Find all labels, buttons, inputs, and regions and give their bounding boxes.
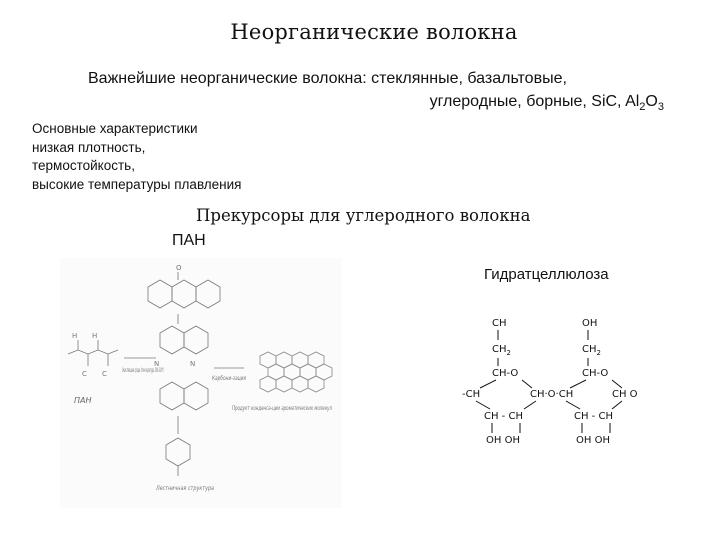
- pyridine-ring-lower: [160, 382, 208, 410]
- pyridine-ring-middle: [154, 326, 208, 368]
- svg-text:N: N: [154, 360, 160, 368]
- svg-text:OH: OH: [582, 318, 598, 329]
- pan-chain: [68, 332, 118, 405]
- page-title: Неорганические волокна: [230, 20, 518, 44]
- svg-text:N: N: [190, 360, 196, 368]
- characteristic-item: термостойкость,: [32, 158, 135, 173]
- svg-text:CH-O: CH-O: [492, 368, 519, 379]
- svg-text:H: H: [72, 332, 78, 340]
- characteristic-item: низкая плотность,: [32, 139, 146, 155]
- svg-text:H: H: [92, 332, 98, 340]
- cellulose-drawing: [462, 306, 652, 450]
- hydrocellulose-formula: [462, 306, 652, 450]
- svg-text:CH2: $CH_2$: [492, 344, 511, 357]
- hydrocellulose-label: Гидратцеллюлоза: [484, 266, 609, 283]
- pan-label: ПАН: [172, 232, 206, 249]
- svg-text:CH - CH: CH - CH: [484, 411, 523, 422]
- svg-text:-CH: -CH: [462, 389, 481, 400]
- characteristics-heading: Основные характеристики: [32, 121, 198, 136]
- svg-text:CH2: $CH_2$: [582, 344, 601, 357]
- svg-text:C: C: [82, 370, 87, 378]
- intro-line-1: Важнейшие неорганические волокна: стеклянные, базальтовые,: [88, 70, 567, 87]
- svg-text:OH OH: OH OH: [576, 435, 610, 446]
- precursors-heading: Прекурсоры для углеродного волокна: [196, 206, 531, 225]
- ladder-ring: [166, 438, 190, 476]
- pan-conversion-scheme: [60, 258, 342, 508]
- svg-text:OH OH: OH OH: [486, 435, 520, 446]
- graphite-honeycomb: [260, 352, 332, 392]
- pan-caption: ПАН: [74, 396, 92, 405]
- svg-text:C: C: [102, 370, 107, 378]
- svg-text:CH: CH: [492, 318, 507, 329]
- intro-line-2: углеродные, борные, SiC, $Al_2O_3$: [429, 93, 664, 114]
- characteristics-list: [32, 120, 242, 194]
- arrow-label-oxidation: Окисляющая среда (тем-пература 200–300°): [122, 367, 164, 374]
- svg-text:CH O: CH O: [612, 389, 638, 400]
- arrow-label-carbonization: Карбони-зация: [212, 375, 247, 382]
- pyridine-ring-top: [148, 264, 220, 308]
- product-label: Продукт конденса-ции ароматических молекул: [232, 405, 333, 412]
- svg-text:O: O: [176, 264, 182, 272]
- svg-text:CH·O·CH: CH·O·CH: [530, 389, 574, 400]
- svg-text:CH-O: CH-O: [582, 368, 609, 379]
- svg-text:CH - CH: CH - CH: [574, 411, 613, 422]
- pan-scheme-drawing: [60, 258, 342, 508]
- characteristic-item: высокие температуры плавления: [32, 176, 242, 192]
- ladder-label: Лестничная структура: [155, 484, 215, 492]
